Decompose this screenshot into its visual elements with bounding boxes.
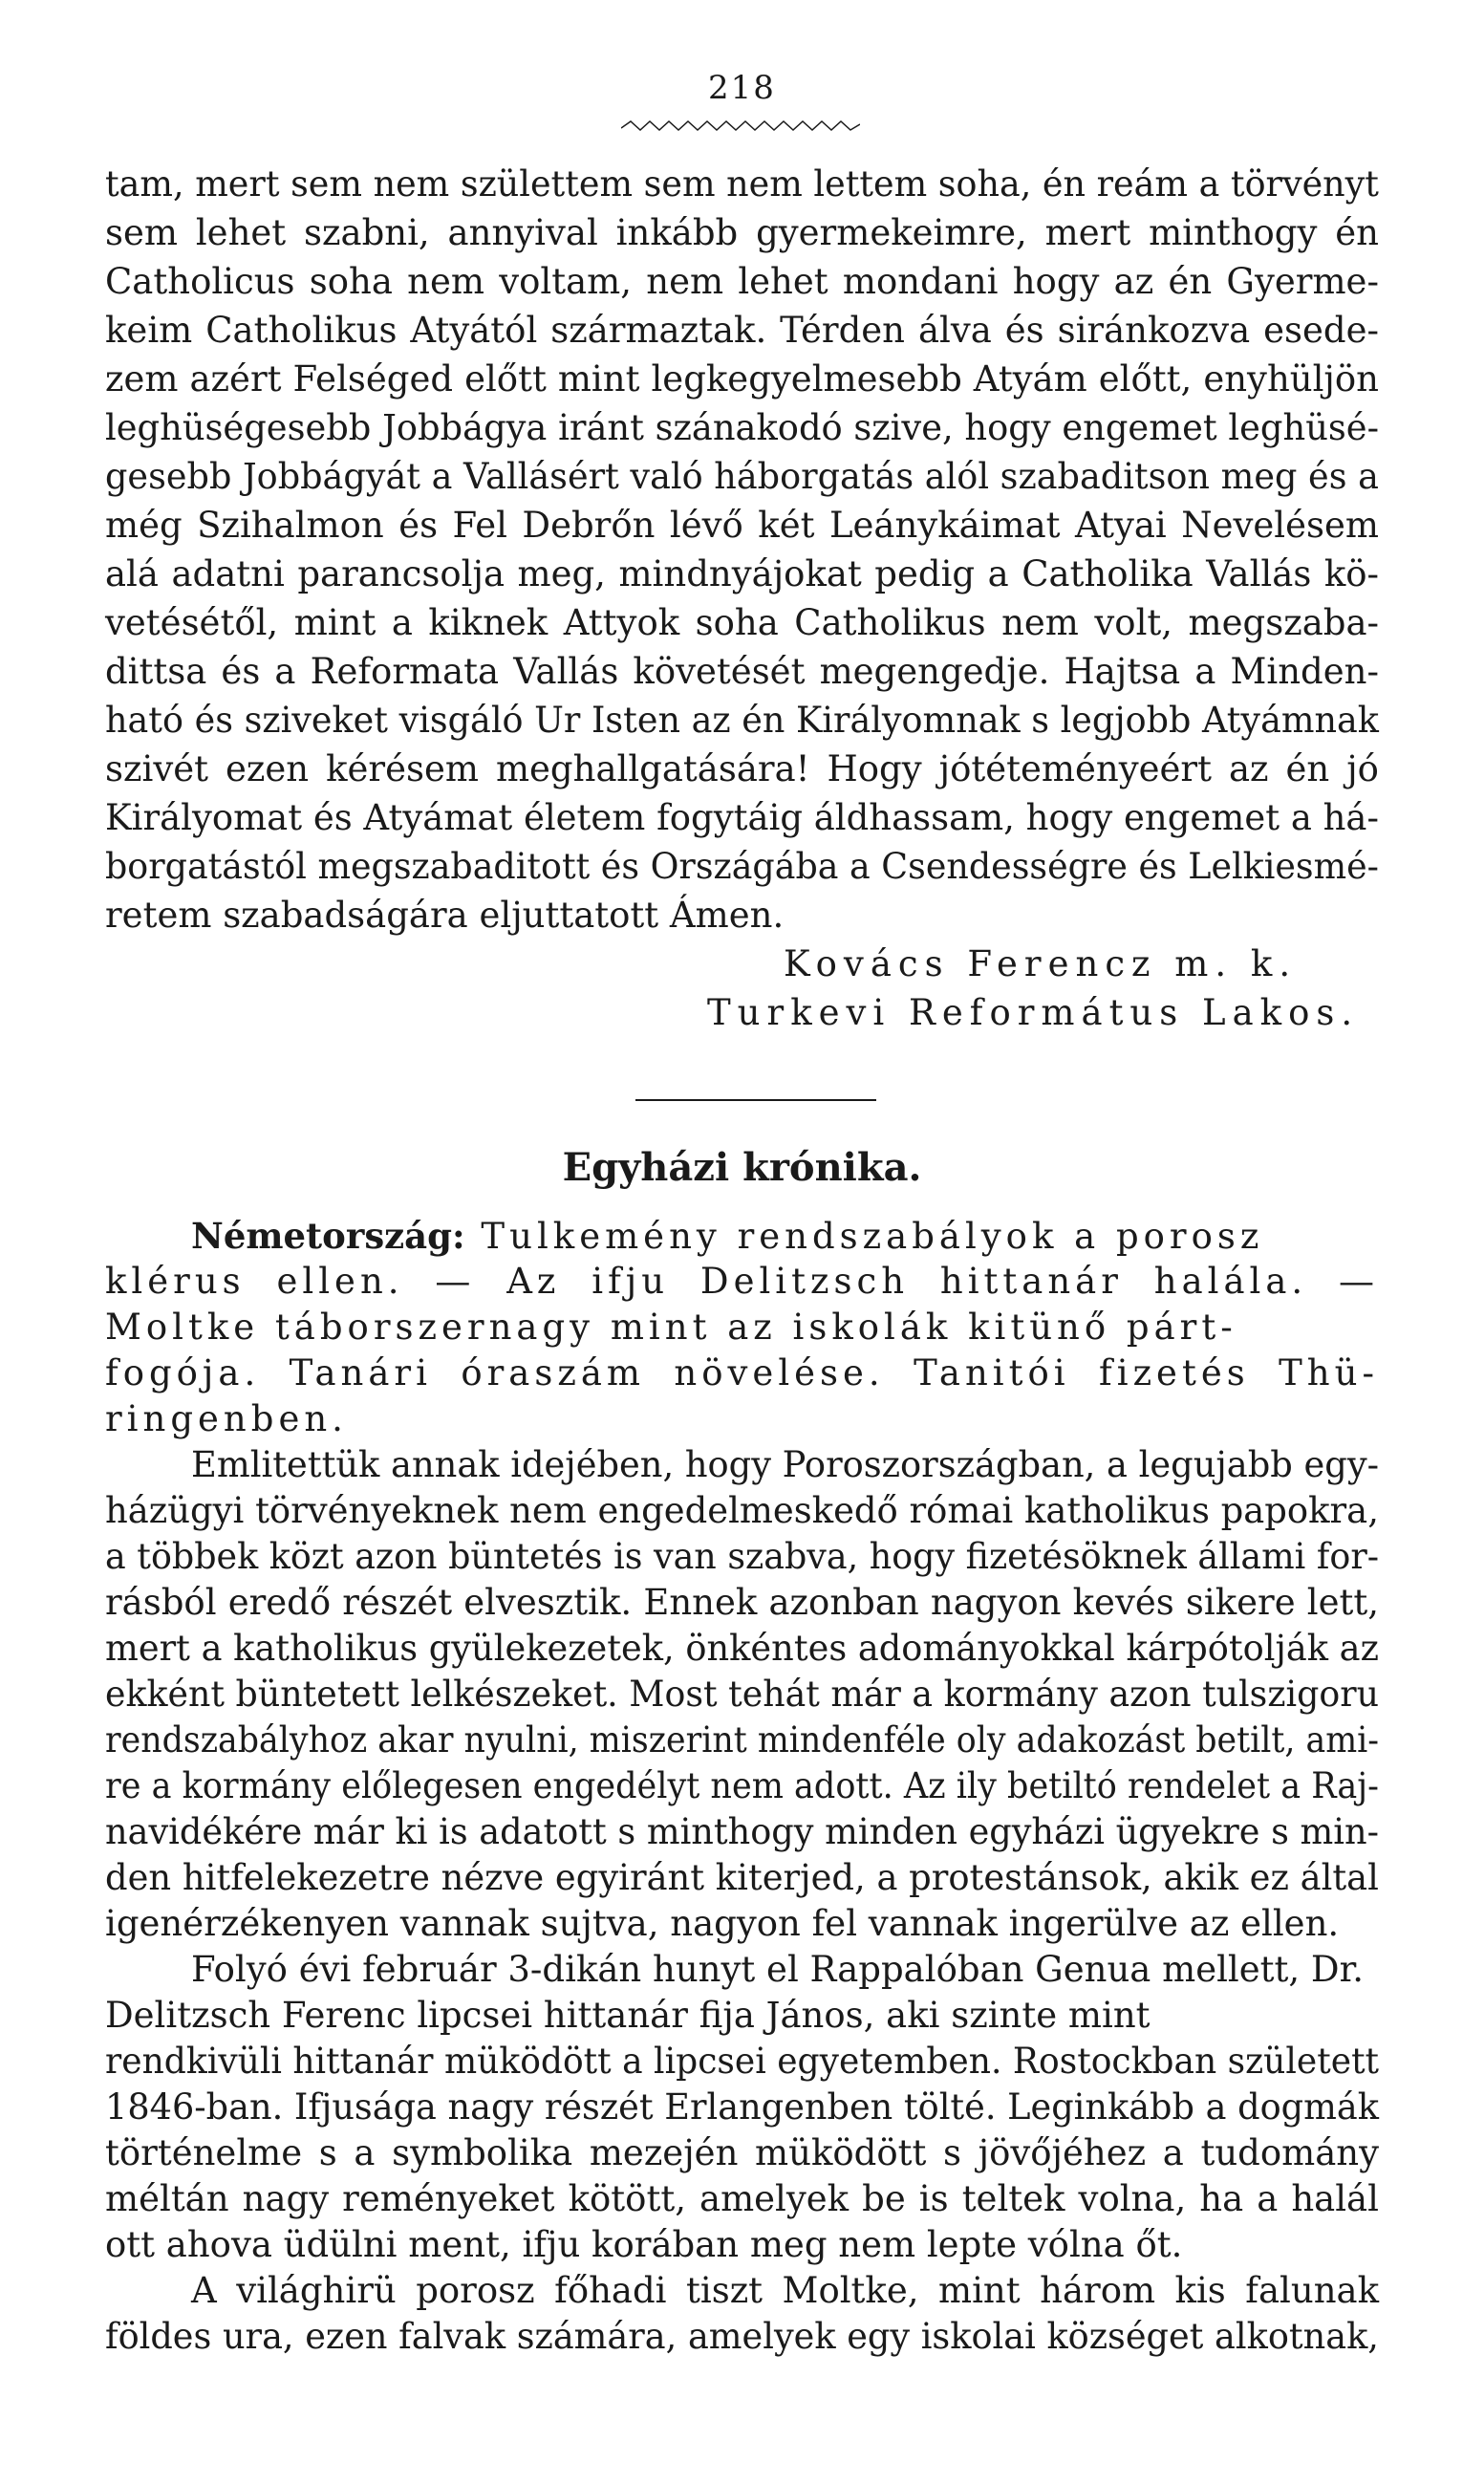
text-line-content: alá adatni parancsolja meg, mindnyájokat pedig a Catholika Vallás kö- [105,553,1380,594]
text-line-content: Emlitettük annak idejében, hogy Poroszországban, a legujabb egy- [191,1444,1380,1485]
text-line [0,2267,1484,2315]
summary-country: Németország: [191,1215,465,1257]
text-line [0,453,1484,501]
text-line-content: tam, mert sem nem születtem sem nem lettem soha, én reám a törvényt [105,163,1379,205]
text-line-content: házügyi törvényeknek nem engedelmeskedő római katholikus papokra, [105,1490,1379,1531]
signature-name-line [0,940,1484,988]
text-line-content: igenérzékenyen vannak sujtva, nagyon fel vannak ingerülve az ellen. [105,1903,1340,1944]
text-line [0,746,1484,793]
text-line-content: rendszabályhoz akar nyulni, miszerint mindenféle oly adakozást betilt, ami- [105,1719,1380,1761]
text-line [0,2129,1484,2177]
signature-title-line [0,989,1484,1037]
page-number: 218 [708,69,776,107]
text-line-content: gesebb Jobbágyát a Vallásért való háborgatás alól szabaditson meg és a [105,456,1379,497]
text-line-content: ott ahova üdülni ment, ifju korában meg nem lepte vólna őt. [105,2224,1183,2265]
text-line [0,161,1484,208]
text-line-content: rendkivüli hittanár müködött a lipcsei egyetemben. Rostockban született [105,2041,1380,2082]
summary-line-content: klérus ellen. — Az ifju Delitzsch hittanár halála. — [105,1261,1379,1302]
text-line [0,209,1484,257]
text-line-content: mert a katholikus gyülekezetek, önkéntes adományokkal kárpótolják az [105,1628,1379,1669]
text-line-content: sem lehet szabni, annyival inkább gyermekeimre, mert minthogy én [105,212,1379,253]
text-line-content: Királyomat és Atyámat életem fogytáig áldhassam, hogy engemet a há- [105,797,1379,838]
text-line [0,1441,1484,1489]
text-line [0,1992,1484,2040]
text-line-content: retem szabadságára eljuttatott Ámen. [105,895,785,936]
text-line [0,1717,1484,1764]
text-line [0,843,1484,891]
summary-line-content: ringenben. [105,1398,348,1439]
text-line [0,697,1484,745]
signature-title: Turkevi Református Lakos. [707,992,1360,1033]
text-line [0,1762,1484,1810]
text-line-content: A világhirü porosz főhadi tiszt Moltke, mint három kis falunak [191,2270,1380,2311]
text-line [0,2038,1484,2085]
text-line-content: dittsa és a Reformata Vallás követését megengedje. Hajtsa a Minden- [105,651,1379,692]
text-line-content: keim Catholikus Atyától származtak. Térden álva és siránkozva esede- [105,310,1379,351]
text-line-content: szivét ezen kérésem meghallgatására! Hogy jótéteményeért az én jó [105,748,1379,789]
text-line-content: re a kormány előlegesen engedélyt nem adott. Az ily betiltó rendelet a Raj- [105,1765,1379,1806]
text-line [0,2313,1484,2361]
text-line [0,1487,1484,1535]
text-line-content: méltán nagy reményeket kötött, amelyek be is teltek volna, ha a halál [105,2178,1379,2219]
text-line [0,794,1484,842]
text-line [0,1900,1484,1948]
text-line [0,1533,1484,1581]
summary-line-content: Moltke táborszernagy mint az iskolák kitünő párt- [105,1307,1237,1348]
text-line-content: Catholicus soha nem voltam, nem lehet mondani hogy az én Gyerme- [105,261,1379,302]
text-line-content: vetésétől, mint a kiknek Attyok soha Catholikus nem volt, megszaba- [105,602,1379,643]
text-line [0,2175,1484,2223]
text-line [0,2084,1484,2131]
text-line-content: navidékére már ki is adatott s minthogy minden egyházi ügyekre s min- [105,1811,1380,1852]
text-line [0,2221,1484,2269]
summary-line [0,1212,1484,1260]
text-line [0,1946,1484,1994]
text-line-content: ható és sziveket visgáló Ur Isten az én Királyomnak s legjobb Atyámnak [105,700,1379,741]
text-line-content: borgatástól megszabaditott és Országába a Csendességre és Lelkiesmé- [105,846,1379,887]
summary-line [0,1350,1484,1397]
text-line-content: történelme s a symbolika mezején müködött s jövőjéhez a tudomány [105,2132,1380,2173]
summary-line-content: fogója. Tanári óraszám növelése. Tanitói fizetés Thü- [105,1352,1379,1394]
summary-line [0,1395,1484,1443]
summary-line-content [191,1212,1263,1261]
text-line-content: zem azért Felséged előtt mint legkegyelmesebb Atyám előtt, enyhüljön [105,358,1380,400]
signature-name: Kovács Ferencz m. k. [784,943,1298,984]
text-line-content: den hitfelekezetre nézve egyiránt kiterjed, a protestánsok, akik ez által [105,1857,1379,1898]
text-line [0,1671,1484,1718]
text-line [0,1579,1484,1627]
text-line [0,892,1484,940]
wavy-ornament [621,117,860,138]
text-line-content: ekként büntetett lelkészeket. Most tehát már a kormány azon tulszigoru [105,1674,1379,1715]
text-line [0,551,1484,598]
text-line [0,356,1484,403]
text-line-content: a többek közt azon büntetés is van szabva, hogy fizetésöknek állami for- [105,1536,1380,1577]
text-line [0,502,1484,550]
summary-line [0,1258,1484,1306]
text-line-content: rásból eredő részét elvesztik. Ennek azonban nagyon kevés sikere lett, [105,1582,1379,1623]
text-line-content: Delitzsch Ferenc lipcsei hittanár fija János, aki szinte mint [105,1995,1151,2036]
text-line-content: leghüségesebb Jobbágya iránt szánakodó szive, hogy engemet leghüsé- [105,407,1380,448]
text-line-content: 1846-ban. Ifjusága nagy részét Erlangenben tölté. Leginkább a dogmák [105,2086,1379,2128]
text-line [0,404,1484,452]
text-line [0,648,1484,696]
section-heading: Egyházi krónika. [562,1145,922,1190]
text-line [0,599,1484,647]
text-line-content: Folyó évi február 3-dikán hunyt el Rappalóban Genua mellett, Dr. [191,1949,1364,1990]
summary-line [0,1304,1484,1351]
text-line [0,1808,1484,1856]
section-divider [635,1099,876,1101]
text-line [0,1854,1484,1902]
summary-line-rest: Tulkemény rendszabályok a porosz [464,1216,1264,1257]
text-line-content: még Szihalmon és Fel Debrőn lévő két Leánykáimat Atyai Nevelésem [105,505,1379,546]
text-line-content: földes ura, ezen falvak számára, amelyek egy iskolai községet alkotnak, [105,2316,1379,2357]
text-line [0,307,1484,355]
text-line [0,258,1484,306]
text-line [0,1625,1484,1673]
